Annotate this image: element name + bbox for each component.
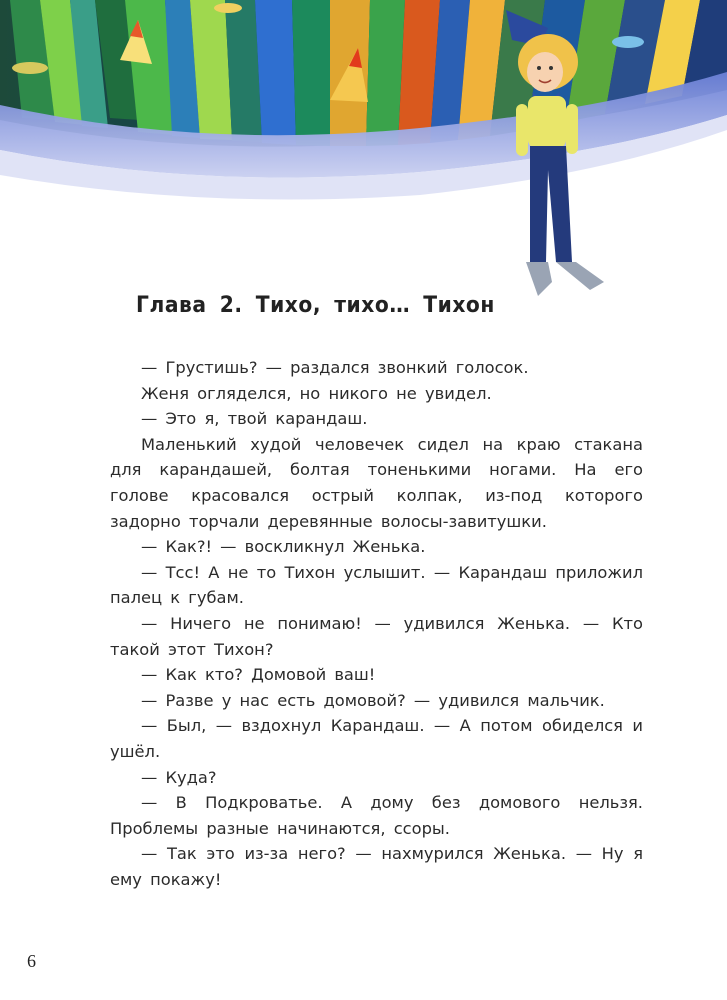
page-number: 6 xyxy=(27,951,36,971)
paragraph: — Куда? xyxy=(141,767,217,787)
paragraph: — Грустишь? — раздался звонкий голосок. xyxy=(141,358,529,377)
paragraph: — Был, — вздохнул Карандаш. — А потом обиделся и ушёл. xyxy=(110,716,643,761)
story-text xyxy=(110,355,643,892)
paragraph: Женя огляделся, но никого не увидел. xyxy=(141,383,492,403)
paragraph: — Как кто? Домовой ваш! xyxy=(141,665,376,685)
paragraph: — Это я, твой карандаш. xyxy=(141,409,368,429)
paragraph: Маленький худой человечек сидел на краю стакана для карандашей, болтая тоненькими ногами. На его голове красовался острый колпак, из-под которого задорно торчали деревянные волосы-завитушки. xyxy=(110,434,643,531)
paragraph: — Как?! — воскликнул Женька. xyxy=(141,537,426,557)
chapter-title: Глава 2. Тихо, тихо… Тихон xyxy=(136,293,495,318)
paragraph: — Ничего не понимаю! — удивился Женька. — Кто такой этот Тихон? xyxy=(110,613,643,659)
paragraph: — Разве у нас есть домовой? — удивился мальчик. xyxy=(141,690,605,710)
paragraph: — В Подкроватье. А дому без домового нельзя. Проблемы разные начинаются, ссоры. xyxy=(110,793,643,838)
paragraph: — Тсс! А не то Тихон услышит. — Карандаш приложил палец к губам. xyxy=(110,562,643,608)
paragraph: — Так это из-за него? — нахмурился Женька. — Ну я ему покажу! xyxy=(110,844,643,889)
header-illustration xyxy=(0,0,727,310)
